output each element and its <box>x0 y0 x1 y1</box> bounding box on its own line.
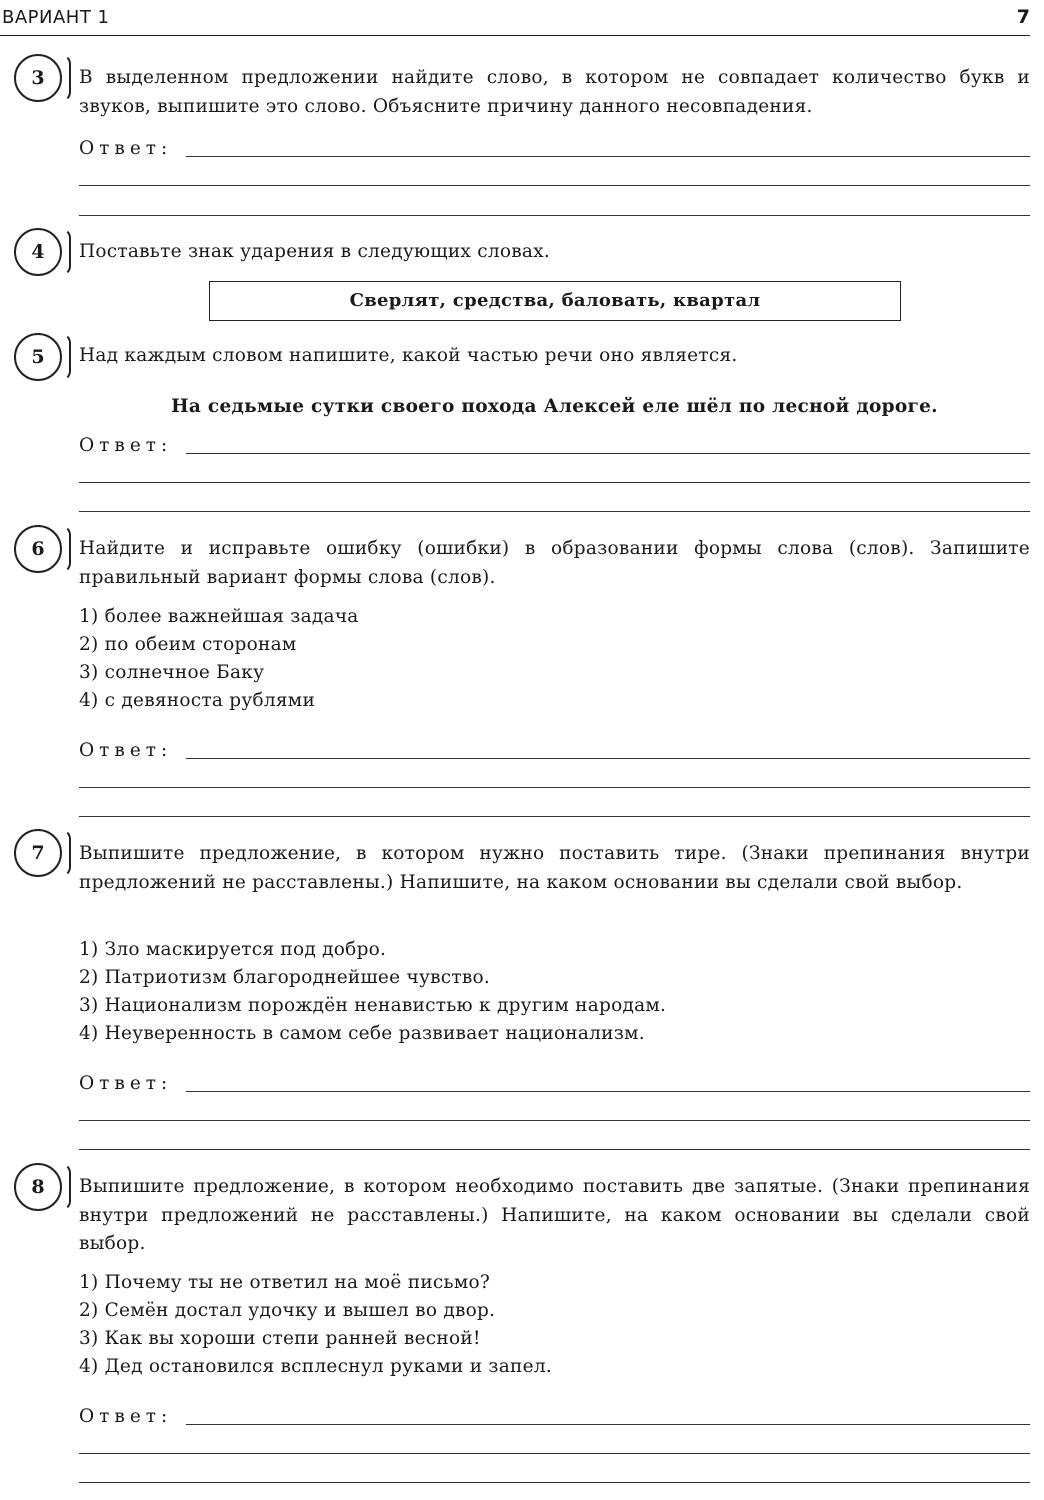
task-number-7: 7 <box>14 829 62 877</box>
option-item: 1) Почему ты не ответил на моё письмо? <box>79 1272 491 1293</box>
variant-title: ВАРИАНТ 1 <box>2 7 110 28</box>
task-7-text: Выпишите предложение, в котором нужно поставить тире. (Знаки препинания внутри предложений не расставлены.) Напишите, на каком основании вы сделали свой выбор. <box>79 843 1030 893</box>
option-item: 3) солнечное Баку <box>79 662 265 683</box>
option-item: 4) с девяноста рублями <box>79 690 316 711</box>
task-6-text: Найдите и исправьте ошибку (ошибки) в образовании формы слова (слов). Запишите правильный вариант формы слова (слов). <box>79 538 1030 588</box>
answer-line[interactable] <box>79 511 1030 512</box>
answer-line[interactable] <box>186 156 1030 157</box>
option-item: 1) более важнейшая задача <box>79 606 359 627</box>
answer-line[interactable] <box>79 1149 1030 1150</box>
task-bracket <box>61 525 71 573</box>
option-item: 1) Зло маскируется под добро. <box>79 939 387 960</box>
task-bracket <box>61 54 71 102</box>
task-7-options <box>79 936 666 1048</box>
answer-label: Ответ: <box>79 1406 173 1427</box>
option-item: 2) Семён достал удочку и вышел во двор. <box>79 1300 496 1321</box>
option-item: 4) Неуверенность в самом себе развивает национализм. <box>79 1023 645 1044</box>
header-divider <box>0 35 1030 36</box>
answer-line[interactable] <box>79 787 1030 788</box>
answer-line[interactable] <box>79 482 1030 483</box>
task-8-text: Выпишите предложение, в котором необходимо поставить две запятые. (Знаки препинания внутри предложений не расставлены.) Напишите, на каком основании вы сделали свой выбор. <box>79 1176 1030 1254</box>
task-bracket <box>61 829 71 877</box>
task-4-text: Поставьте знак ударения в следующих словах. <box>79 241 550 262</box>
task-number-3: 3 <box>14 54 62 102</box>
task-3-text: В выделенном предложении найдите слово, в котором не совпадает количество букв и звуков, выпишите это слово. Объясните причину данного несовпадения. <box>79 67 1030 117</box>
option-item: 2) по обеим сторонам <box>79 634 297 655</box>
option-item: 3) Как вы хороши степи ранней весной! <box>79 1328 481 1349</box>
task-bracket <box>61 228 71 276</box>
answer-line[interactable] <box>79 1120 1030 1121</box>
answer-line[interactable] <box>186 1091 1030 1092</box>
answer-label: Ответ: <box>79 1073 173 1094</box>
task-bracket <box>61 333 71 381</box>
stress-words-box: Сверлят, средства, баловать, квартал <box>209 281 901 321</box>
task-bracket <box>61 1163 71 1211</box>
answer-line[interactable] <box>79 1482 1030 1483</box>
option-item: 3) Национализм порождён ненавистью к другим народам. <box>79 995 667 1016</box>
answer-line[interactable] <box>79 215 1030 216</box>
task-number-8: 8 <box>14 1163 62 1211</box>
task-6-options <box>79 603 359 715</box>
answer-line[interactable] <box>186 758 1030 759</box>
task-number-5: 5 <box>14 333 62 381</box>
task-8-options <box>79 1269 552 1381</box>
task-5-sentence: На седьмые сутки своего похода Алексей еле шёл по лесной дороге. <box>171 396 938 417</box>
task-number-6: 6 <box>14 525 62 573</box>
answer-line[interactable] <box>79 1453 1030 1454</box>
answer-line[interactable] <box>79 185 1030 186</box>
answer-line[interactable] <box>79 816 1030 817</box>
answer-line[interactable] <box>186 453 1030 454</box>
task-number-4: 4 <box>14 228 62 276</box>
answer-label: Ответ: <box>79 138 173 159</box>
page-number: 7 <box>1016 6 1030 28</box>
answer-label: Ответ: <box>79 740 173 761</box>
answer-line[interactable] <box>186 1424 1030 1425</box>
answer-label: Ответ: <box>79 435 173 456</box>
task-5-text: Над каждым словом напишите, какой частью речи оно является. <box>79 345 738 366</box>
option-item: 2) Патриотизм благороднейшее чувство. <box>79 967 491 988</box>
option-item: 4) Дед остановился всплеснул руками и запел. <box>79 1356 552 1377</box>
